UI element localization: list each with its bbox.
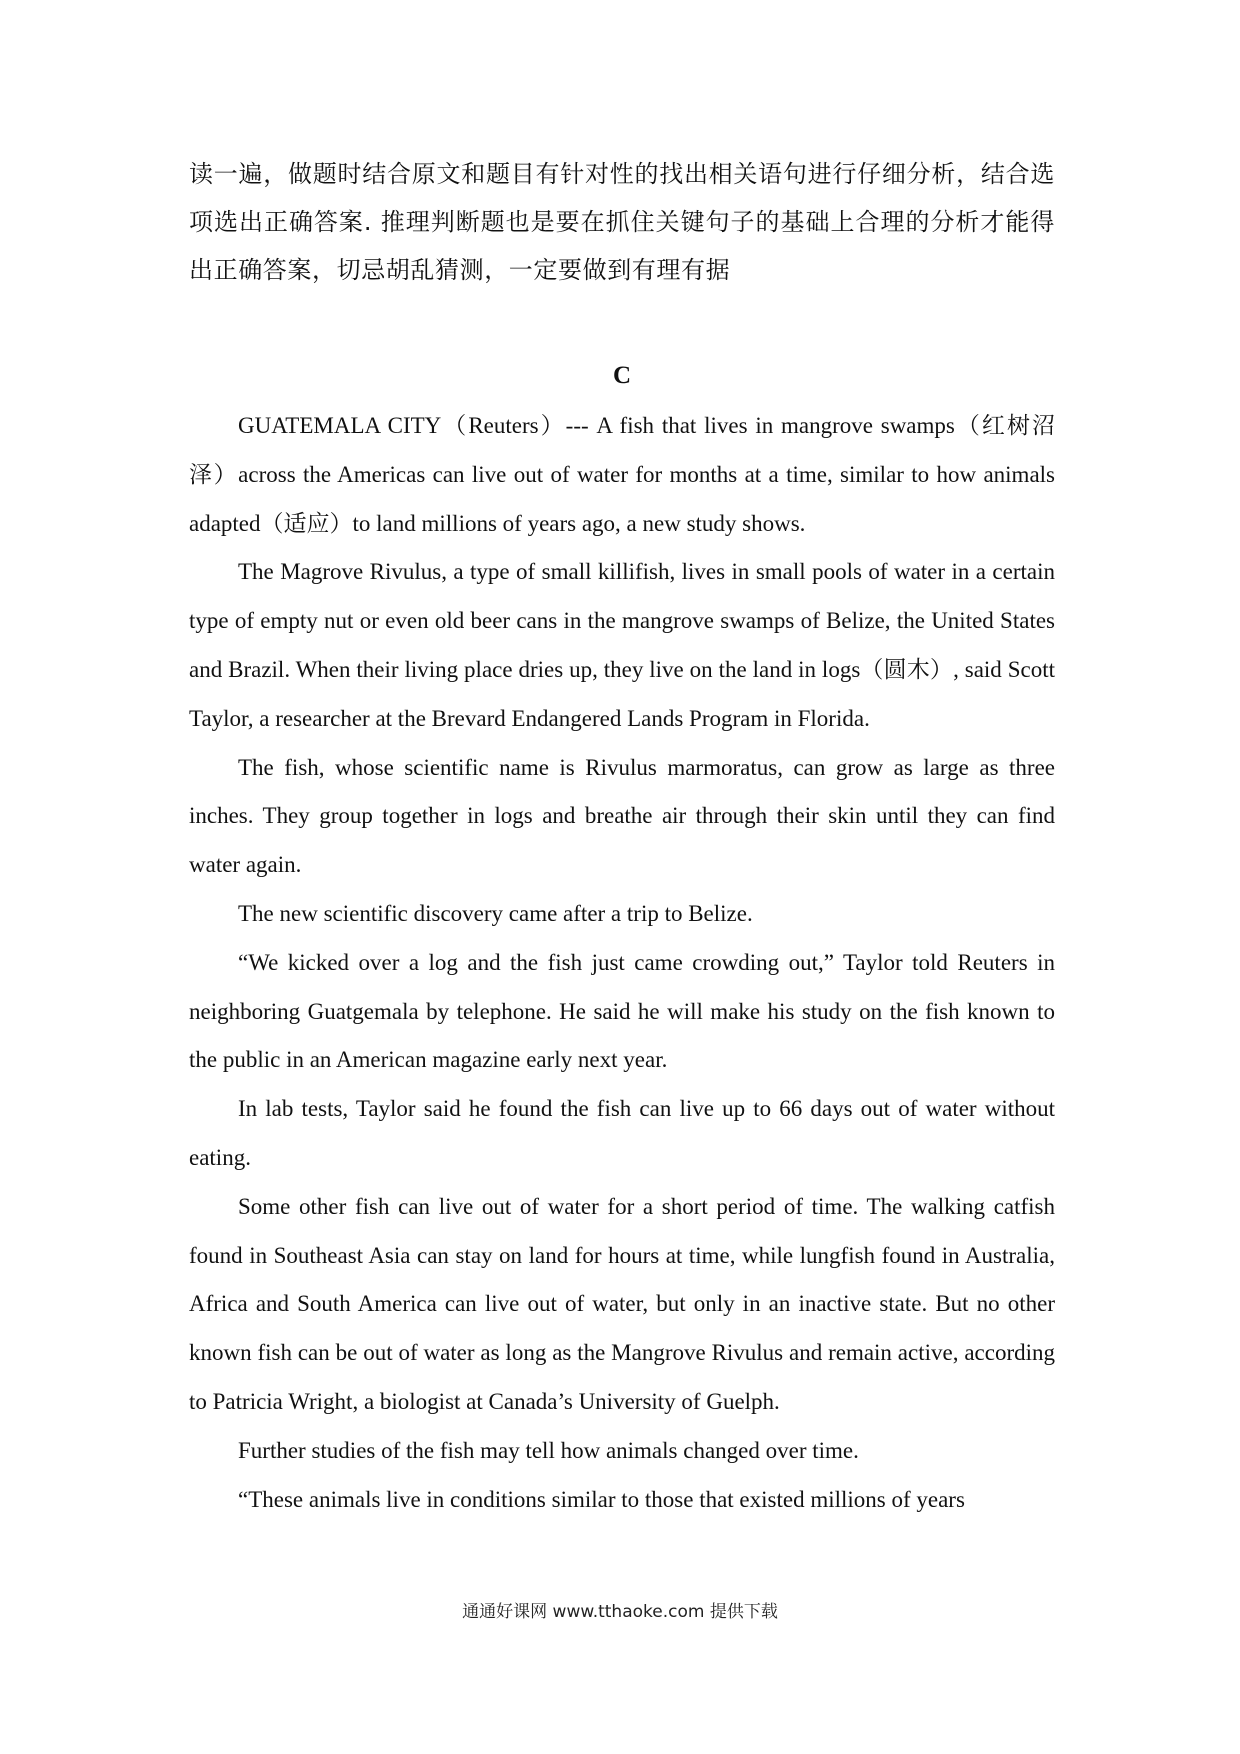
article-paragraph: Some other fish can live out of water for a short period of time. The walking catfish found in Southeast Asia can stay on land for hours at time, while lungfish found in Australia, Africa and South America can live out of water, but only in an inactive state. But no other known fish can be out of water as long as the Mangrove Rivulus and remain active, according to Patricia Wright, a biologist at Canada’s University of Guelph. <box>189 1193 1055 1414</box>
document-page <box>189 150 1055 1524</box>
section-heading: C <box>612 362 632 389</box>
page-footer: 通通好课网 www.tthaoke.com 提供下载 <box>462 1602 778 1622</box>
article-paragraph: GUATEMALA CITY（Reuters）--- A fish that lives in mangrove swamps（红树沼泽）across the Americas can live out of water for months at a time, similar to how animals adapted（适应）to land millions of years ago, a new study shows. <box>189 413 1055 536</box>
article-paragraph: “These animals live in conditions similar to those that existed millions of years <box>238 1486 965 1512</box>
intro-section <box>189 150 1055 294</box>
article-paragraph: In lab tests, Taylor said he found the fish can live up to 66 days out of water without eating. <box>189 1096 1055 1170</box>
article-paragraph: Further studies of the fish may tell how animals changed over time. <box>238 1437 859 1463</box>
article-paragraph: “We kicked over a log and the fish just came crowding out,” Taylor told Reuters in neighboring Guatgemala by telephone. He said he will make his study on the fish known to the public in an American magazine early next year. <box>189 949 1055 1073</box>
article-paragraph: The Magrove Rivulus, a type of small killifish, lives in small pools of water in a certain type of empty nut or even old beer cans in the mangrove swamps of Belize, the United States and Brazil. When their living place dries up, they live on the land in logs（圆木）, said Scott Taylor, a researcher at the Brevard Endangered Lands Program in Florida. <box>189 559 1055 731</box>
article-paragraph: The new scientific discovery came after a trip to Belize. <box>238 900 753 926</box>
article-body <box>189 402 1055 1524</box>
intro-paragraph: 读一遍，做题时结合原文和题目有针对性的找出相关语句进行仔细分析，结合选项选出正确答案. 推理判断题也是要在抓住关键句子的基础上合理的分析才能得出正确答案，切忌胡乱猜测，一定要做到有理有据 <box>189 160 1055 284</box>
article-paragraph: The fish, whose scientific name is Rivulus marmoratus, can grow as large as three inches. They group together in logs and breathe air through their skin until they can find water again. <box>189 754 1055 878</box>
